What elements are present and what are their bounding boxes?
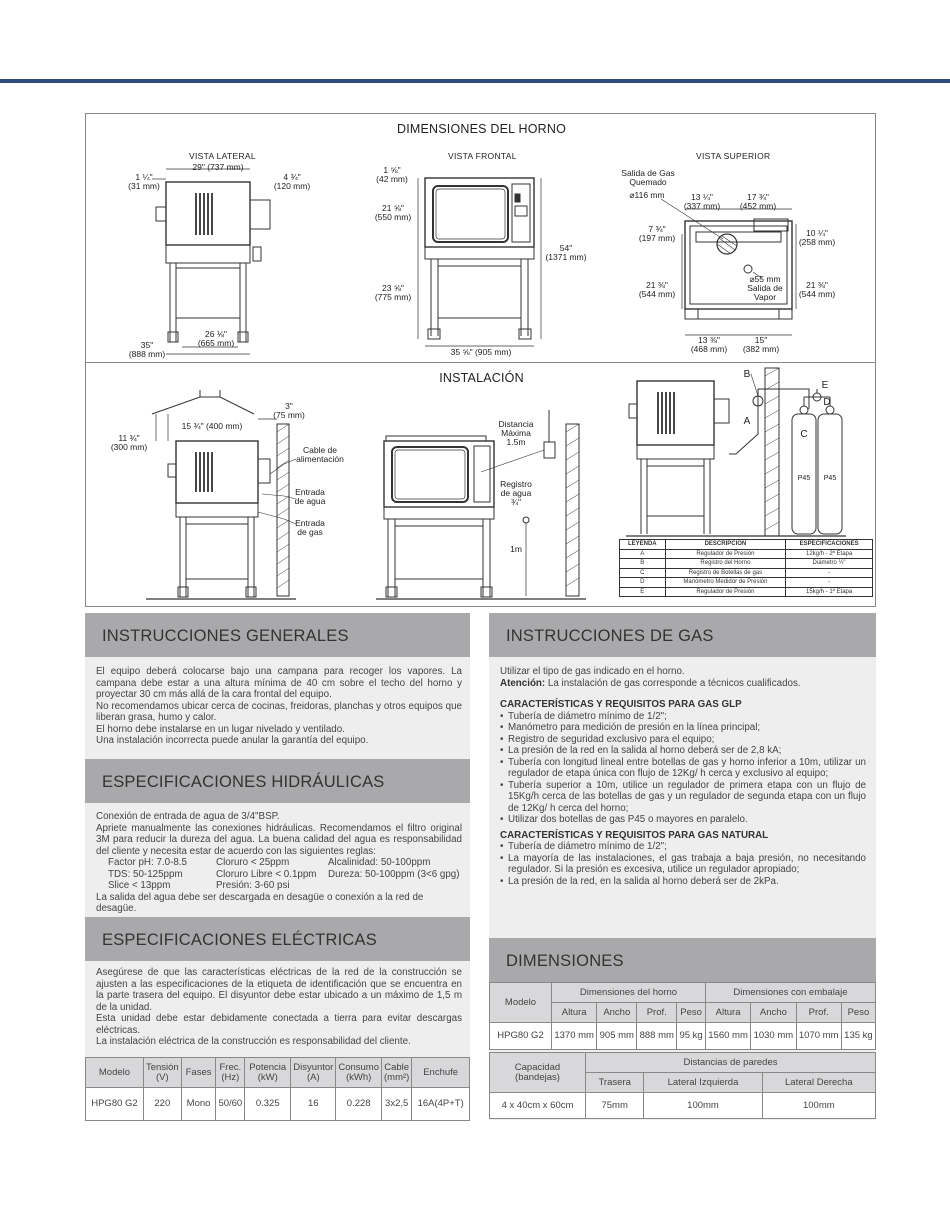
- hidraulicas-text: Conexión de entrada de agua de 3/4"BSP. Apriete manualmente las conexiones hidráulicas. Recomendamos el filtro original 3M para reducir la dureza del agua. La buena calidad del agua es responsabilidad del cliente y necesita estar de acuerdo con las siguientes reglas: Factor pH: 7.0-8.5 Cloruro < 25ppm Alcalinidad: 50-100ppm TDS: 50-125ppm Cloruro Libre < 0.1ppm Dureza: 50-100ppm (3<6 gpg) Slice < 13ppm Presión: 3-60 psi La salida del agua debe ser descargada en desagüe o conexión a la red de desagüe.: [96, 811, 462, 914]
- legend-row: B Registro del Horno Diámetro ½": [620, 559, 873, 569]
- dim-top-h: 15" (382 mm): [742, 335, 780, 354]
- dim-lateral-back: 4 ¾" (120 mm): [273, 172, 311, 191]
- label-a: A: [743, 416, 751, 427]
- dim-top-b: 17 ¾" (452 mm): [739, 192, 777, 211]
- legend-row: A Regulador de Presión 12kg/h - 2ª Etapa: [620, 549, 873, 559]
- electrical-table: Modelo Tensión (V) Fases Frec. (Hz) Potencia (kW) Disyuntor (A) Consumo (kWh) Cable (mm²) Enchufe HPG80 G2 220 Mono 50/60 0.325 16 0.228 3x2,5 16A(4P+T): [85, 1057, 470, 1121]
- side-view-drawing: [152, 169, 270, 354]
- view-lateral-label: VISTA LATERAL: [189, 151, 256, 161]
- dim-top-f: 21 ⅜" (544 mm): [798, 280, 836, 299]
- view-frontal-label: VISTA FRONTAL: [448, 151, 517, 161]
- dim-1m: 1m: [510, 544, 522, 554]
- label-max-distance: Distancia Máxima 1.5m: [498, 419, 534, 447]
- diagram-frame: [85, 113, 876, 607]
- dim-lateral-top-gap: 1 ¼" (31 mm): [128, 172, 160, 191]
- dim-front-oven-h: 21 ⅝" (550 mm): [374, 203, 412, 222]
- label-e: E: [821, 380, 829, 391]
- dim-hood-height: 15 ¾" (400 mm): [181, 421, 243, 431]
- dim-top-g: 13 ⅜" (468 mm): [690, 335, 728, 354]
- dim-top-d: 10 ¼" (258 mm): [798, 228, 836, 247]
- label-c: C: [800, 429, 808, 440]
- dim-hood-gap: 11 ¾" (300 mm): [110, 433, 148, 452]
- install-title: INSTALACIÓN: [439, 371, 524, 385]
- dim-top-c: 7 ¾" (197 mm): [638, 224, 676, 243]
- install-front-drawing: [376, 410, 586, 599]
- label-gas-outlet: Salida de Gas Quemado: [621, 168, 675, 187]
- dim-front-stand-h: 23 ⅝" (775 mm): [374, 283, 412, 302]
- dimensions-table: Modelo Dimensiones del horno Dimensiones con embalaje Altura Ancho Prof. Peso Altura Ancho Prof. Peso HPG80 G2 1370 mm 905 mm 888 mm 95 kg 1560 mm 1030 mm 1070 mm 135 kg: [489, 982, 876, 1050]
- electrical-row: HPG80 G2 220 Mono 50/60 0.325 16 0.228 3x2,5 16A(4P+T): [86, 1088, 470, 1121]
- top-view-drawing: [661, 199, 796, 335]
- front-view-drawing: [418, 178, 541, 346]
- dim-gas-outlet-dia: ⌀116 mm: [629, 190, 665, 200]
- dim-lateral-depth: 29" (737 mm): [192, 162, 244, 172]
- label-vapor-outlet: ⌀55 mm Salida de Vapor: [747, 274, 783, 302]
- distances-table: Capacidad (bandejas) Distancias de paredes Trasera Lateral Izquierda Lateral Derecha 4 x 40cm x 60cm 75mm 100mm 100mm: [489, 1052, 876, 1119]
- legend-row: C Registro de Botellas de gas -: [620, 568, 873, 578]
- dim-front-width: 35 ⅝" (905 mm): [450, 347, 512, 357]
- label-water-inlet: Entrada de agua: [294, 487, 326, 506]
- dimensions-row: HPG80 G2 1370 mm 905 mm 888 mm 95 kg 1560 mm 1030 mm 1070 mm 135 kg: [490, 1023, 876, 1050]
- dimensiones-header: DIMENSIONES: [489, 938, 876, 982]
- label-b: B: [743, 369, 751, 380]
- label-water-register: Registro de agua ¾": [500, 479, 532, 507]
- distances-row: 4 x 40cm x 60cm 75mm 100mm 100mm: [490, 1093, 876, 1119]
- top-rule: [0, 79, 950, 83]
- label-power-cable: Cable de alimentación: [296, 445, 344, 464]
- label-p45-right: P45: [823, 475, 837, 482]
- oven-drawings: [86, 114, 877, 608]
- dim-front-total-h: 54" (1371 mm): [545, 243, 587, 262]
- dim-top-e: 21 ⅜" (544 mm): [638, 280, 676, 299]
- electricas-text: Asegúrese de que las características eléctricas de la red de la construcción se ajusten a las especificaciones de la etiqueta de identificación que se encuentra en la parte trasera del equipo. El disyuntor debe estar ubicado a un máximo de 1,5 m de la unidad. Esta unidad debe estar debidamente conectada a tierra para evitar descargas eléctricas. La instalación eléctrica de la construcción es responsabilidad del cliente.: [96, 967, 462, 1047]
- diagram-title: DIMENSIONES DEL HORNO: [396, 122, 567, 136]
- hidraulicas-header: ESPECIFICACIONES HIDRÁULICAS: [85, 759, 470, 803]
- label-d: D: [823, 397, 831, 408]
- dim-lateral-leg-width: 26 ⅛" (665 mm): [197, 329, 235, 348]
- generales-text: El equipo deberá colocarse bajo una campana para recoger los vapores. La campana debe estar a una altura mínima de 40 cm sobre el techo del horno y proyectar 30 cm más allá de la cara frontal del equipo. No recomendamos ubicar cerca de cocinas, freidoras, planchas y otros equipos que liberan grasa, humo y calor. El horno debe instalarse en un lugar nivelado y ventilado. Una instalación incorrecta puede anular la garantía del equipo.: [96, 666, 462, 746]
- dim-top-a: 13 ¼" (337 mm): [683, 192, 721, 211]
- label-p45-left: P45: [797, 475, 811, 482]
- dim-lateral-total-depth: 35" (888 mm): [128, 340, 166, 359]
- left-panel: [85, 613, 470, 1120]
- view-superior-label: VISTA SUPERIOR: [696, 151, 771, 161]
- legend-row: E Regulador de Presión 15kg/h - 1ª Etapa: [620, 587, 873, 597]
- dim-front-top-gap: 1 ⅝" (42 mm): [376, 165, 408, 184]
- legend-row: D Manómetro Medidor de Presión -: [620, 578, 873, 588]
- install-gas-drawing: [626, 368, 846, 536]
- electricas-header: ESPECIFICACIONES ELÉCTRICAS: [85, 917, 470, 961]
- label-gas-inlet: Entrada de gas: [295, 518, 325, 537]
- right-panel: [489, 613, 876, 1120]
- dim-wall-gap: 3" (75 mm): [273, 401, 305, 420]
- legend-table: LEYENDA DESCRIPCIÓN ESPECIFICACIONES A Regulador de Presión 12kg/h - 2ª Etapa B Registro del Horno Diámetro ½" C Registro de Botellas de gas - D Manómetro Medidor de Presión - E Regulador de Presión 15kg/h - 1ª Etapa: [619, 539, 873, 597]
- generales-header: INSTRUCCIONES GENERALES: [85, 613, 470, 657]
- gas-header: INSTRUCCIONES DE GAS: [489, 613, 876, 657]
- gas-text: Utilizar el tipo de gas indicado en el horno. Atención: La instalación de gas corresponde a técnicos cualificados. CARACTERÍSTICAS Y REQUISITOS PARA GAS GLP • Tubería de diámetro mínimo de 1/2"; • Manómetro para medición de presión en la línea principal; • Registro de seguridad exclusivo para el equipo; • La presión de la red en la salida al horno deberá ser de 2,8 kA; • Tubería con longitud lineal entre botellas de gas y horno inferior a 10m, utilizar un regulador de etapa única con flujo de 12Kg/ h cerca y exclusivo al equipo; • Tubería superior a 10m, utilice un regulador de primera etapa con un flujo de 15Kg/h cerca de las botellas de gas y un regulador de segunda etapa con un flujo de 12Kg/ h cerca del horno; • Utilizar dos botellas de gas P45 o mayores en paralelo. CARACTERÍSTICAS Y REQUISITOS PARA GAS NATURAL • Tubería de diámetro mínimo de 1/2"; • La mayoría de las instalaciones, el gas trabaja a baja presión, no necesitando regulador. Si la presión es excesiva, utilice un regulador apropiado; • La presión de la red, en la salida al horno deberá ser de 2kPa.: [500, 666, 866, 887]
